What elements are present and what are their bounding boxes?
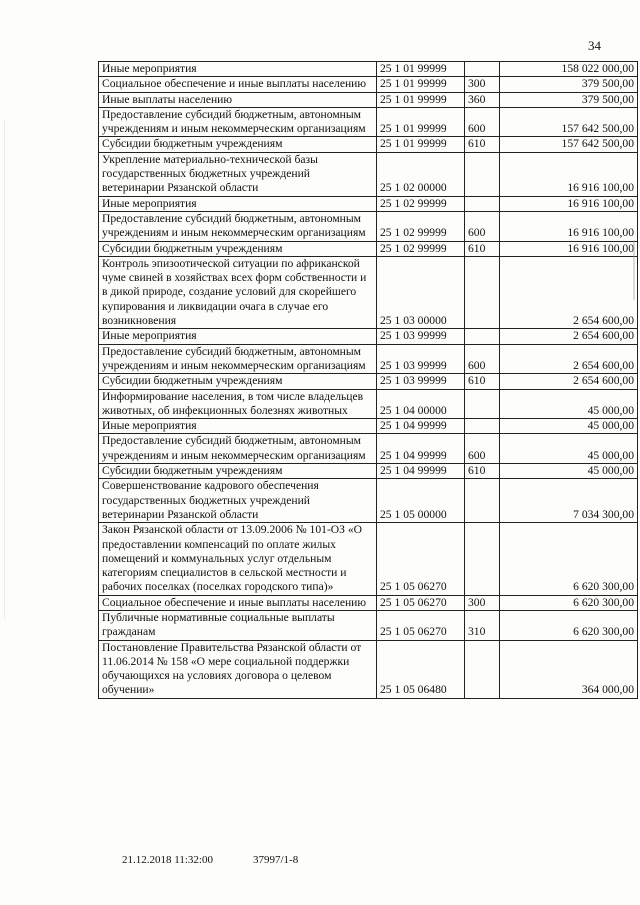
- row-amount-cell: 2 654 600,00: [500, 374, 638, 389]
- row-code-cell: 25 1 01 99999: [377, 92, 465, 107]
- row-code-cell: 25 1 04 00000: [377, 389, 465, 419]
- row-type-cell: 610: [465, 241, 500, 256]
- row-amount-cell: 45 000,00: [500, 419, 638, 434]
- row-code-cell: 25 1 01 99999: [377, 62, 465, 77]
- table-row: [99, 92, 638, 107]
- row-name-cell: Информирование населения, в том числе владельцев животных, об инфекционных болезнях животных: [99, 389, 377, 419]
- row-type-cell: [465, 62, 500, 77]
- row-amount-cell: 2 654 600,00: [500, 329, 638, 344]
- row-amount-cell: 6 620 300,00: [500, 610, 638, 640]
- row-name-cell: Предоставление субсидий бюджетным, автономным учреждениям и иным некоммерческим организациям: [99, 344, 377, 374]
- row-type-cell: 360: [465, 92, 500, 107]
- table-row: [99, 77, 638, 92]
- row-name-cell: Субсидии бюджетным учреждениям: [99, 464, 377, 479]
- table-row: [99, 241, 638, 256]
- row-code-cell: 25 1 02 99999: [377, 196, 465, 211]
- row-code-cell: 25 1 02 99999: [377, 211, 465, 241]
- row-amount-cell: 16 916 100,00: [500, 241, 638, 256]
- row-code-cell: 25 1 05 06270: [377, 595, 465, 610]
- row-amount-cell: 6 620 300,00: [500, 595, 638, 610]
- table-row: [99, 595, 638, 610]
- row-code-cell: 25 1 05 06270: [377, 610, 465, 640]
- row-type-cell: 300: [465, 595, 500, 610]
- row-code-cell: 25 1 05 00000: [377, 479, 465, 523]
- row-name-cell: Иные мероприятия: [99, 62, 377, 77]
- row-code-cell: 25 1 05 06480: [377, 640, 465, 698]
- row-amount-cell: 2 654 600,00: [500, 256, 638, 328]
- footer-doc-id: 37997/1-8: [253, 854, 299, 866]
- row-type-cell: [465, 523, 500, 595]
- row-name-cell: Субсидии бюджетным учреждениям: [99, 137, 377, 152]
- row-amount-cell: 6 620 300,00: [500, 523, 638, 595]
- row-type-cell: [465, 256, 500, 328]
- row-code-cell: 25 1 03 00000: [377, 256, 465, 328]
- row-amount-cell: 379 500,00: [500, 77, 638, 92]
- row-code-cell: 25 1 01 99999: [377, 107, 465, 137]
- row-name-cell: Предоставление субсидий бюджетным, автономным учреждениям и иным некоммерческим организациям: [99, 434, 377, 464]
- table-row: [99, 211, 638, 241]
- scan-artifact: [633, 240, 635, 300]
- row-amount-cell: 16 916 100,00: [500, 211, 638, 241]
- page-number: 34: [588, 38, 601, 53]
- row-amount-cell: 157 642 500,00: [500, 137, 638, 152]
- row-type-cell: 310: [465, 610, 500, 640]
- row-name-cell: Иные мероприятия: [99, 196, 377, 211]
- row-type-cell: [465, 640, 500, 698]
- table-row: [99, 344, 638, 374]
- table-row: [99, 196, 638, 211]
- row-name-cell: Постановление Правительства Рязанской области от 11.06.2014 № 158 «О мере социальной поддержки обучающихся на условиях договора о целевом обучении»: [99, 640, 377, 698]
- table-row: [99, 389, 638, 419]
- row-type-cell: 600: [465, 107, 500, 137]
- table-row: [99, 374, 638, 389]
- row-amount-cell: 364 000,00: [500, 640, 638, 698]
- row-name-cell: Социальное обеспечение и иные выплаты населению: [99, 77, 377, 92]
- row-type-cell: [465, 196, 500, 211]
- row-amount-cell: 158 022 000,00: [500, 62, 638, 77]
- row-amount-cell: 16 916 100,00: [500, 196, 638, 211]
- row-amount-cell: 45 000,00: [500, 434, 638, 464]
- row-code-cell: 25 1 03 99999: [377, 374, 465, 389]
- table-row: [99, 62, 638, 77]
- row-amount-cell: 16 916 100,00: [500, 152, 638, 196]
- row-name-cell: Субсидии бюджетным учреждениям: [99, 241, 377, 256]
- row-code-cell: 25 1 01 99999: [377, 137, 465, 152]
- footer-datetime: 21.12.2018 11:32:00: [122, 854, 213, 866]
- row-name-cell: Совершенствование кадрового обеспечения государственных бюджетных учреждений ветеринарии Рязанской области: [99, 479, 377, 523]
- table-row: [99, 434, 638, 464]
- row-amount-cell: 2 654 600,00: [500, 344, 638, 374]
- row-code-cell: 25 1 04 99999: [377, 419, 465, 434]
- table-row: [99, 107, 638, 137]
- row-type-cell: 610: [465, 464, 500, 479]
- table-row: [99, 464, 638, 479]
- row-code-cell: 25 1 02 99999: [377, 241, 465, 256]
- row-code-cell: 25 1 01 99999: [377, 77, 465, 92]
- row-type-cell: 600: [465, 344, 500, 374]
- row-amount-cell: 7 034 300,00: [500, 479, 638, 523]
- table-row: [99, 640, 638, 698]
- row-name-cell: Иные мероприятия: [99, 329, 377, 344]
- scan-artifact: [4, 120, 5, 620]
- table-row: [99, 610, 638, 640]
- row-name-cell: Иные выплаты населению: [99, 92, 377, 107]
- table-row: [99, 329, 638, 344]
- row-code-cell: 25 1 03 99999: [377, 344, 465, 374]
- row-type-cell: 600: [465, 211, 500, 241]
- row-type-cell: [465, 479, 500, 523]
- row-amount-cell: 157 642 500,00: [500, 107, 638, 137]
- row-code-cell: 25 1 02 00000: [377, 152, 465, 196]
- table-row: [99, 479, 638, 523]
- row-code-cell: 25 1 05 06270: [377, 523, 465, 595]
- row-name-cell: Контроль эпизоотической ситуации по африканской чуме свиней в хозяйствах всех форм собственности и в дикой природе, создание условий для скорейшего купирования и ликвидации очага в случае его возникновения: [99, 256, 377, 328]
- row-name-cell: Социальное обеспечение и иные выплаты населению: [99, 595, 377, 610]
- row-name-cell: Предоставление субсидий бюджетным, автономным учреждениям и иным некоммерческим организациям: [99, 107, 377, 137]
- table-row: [99, 256, 638, 328]
- row-amount-cell: 379 500,00: [500, 92, 638, 107]
- row-name-cell: Предоставление субсидий бюджетным, автономным учреждениям и иным некоммерческим организациям: [99, 211, 377, 241]
- row-type-cell: 610: [465, 374, 500, 389]
- row-type-cell: [465, 329, 500, 344]
- row-name-cell: Публичные нормативные социальные выплаты гражданам: [99, 610, 377, 640]
- row-type-cell: 610: [465, 137, 500, 152]
- budget-table: [98, 61, 638, 699]
- row-type-cell: [465, 389, 500, 419]
- row-name-cell: Субсидии бюджетным учреждениям: [99, 374, 377, 389]
- table-row: [99, 152, 638, 196]
- row-type-cell: [465, 152, 500, 196]
- table-row: [99, 419, 638, 434]
- row-name-cell: Закон Рязанской области от 13.09.2006 № 101-ОЗ «О предоставлении компенсаций по оплате жилых помещений и коммунальных услуг отдельным категориям специалистов в сельской местности и рабочих поселках (поселках городского типа)»: [99, 523, 377, 595]
- table-row: [99, 137, 638, 152]
- row-type-cell: 300: [465, 77, 500, 92]
- row-code-cell: 25 1 03 99999: [377, 329, 465, 344]
- row-amount-cell: 45 000,00: [500, 389, 638, 419]
- row-type-cell: 600: [465, 434, 500, 464]
- row-code-cell: 25 1 04 99999: [377, 434, 465, 464]
- table-row: [99, 523, 638, 595]
- row-type-cell: [465, 419, 500, 434]
- row-amount-cell: 45 000,00: [500, 464, 638, 479]
- row-code-cell: 25 1 04 99999: [377, 464, 465, 479]
- row-name-cell: Укрепление материально-технической базы государственных бюджетных учреждений ветеринарии Рязанской области: [99, 152, 377, 196]
- row-name-cell: Иные мероприятия: [99, 419, 377, 434]
